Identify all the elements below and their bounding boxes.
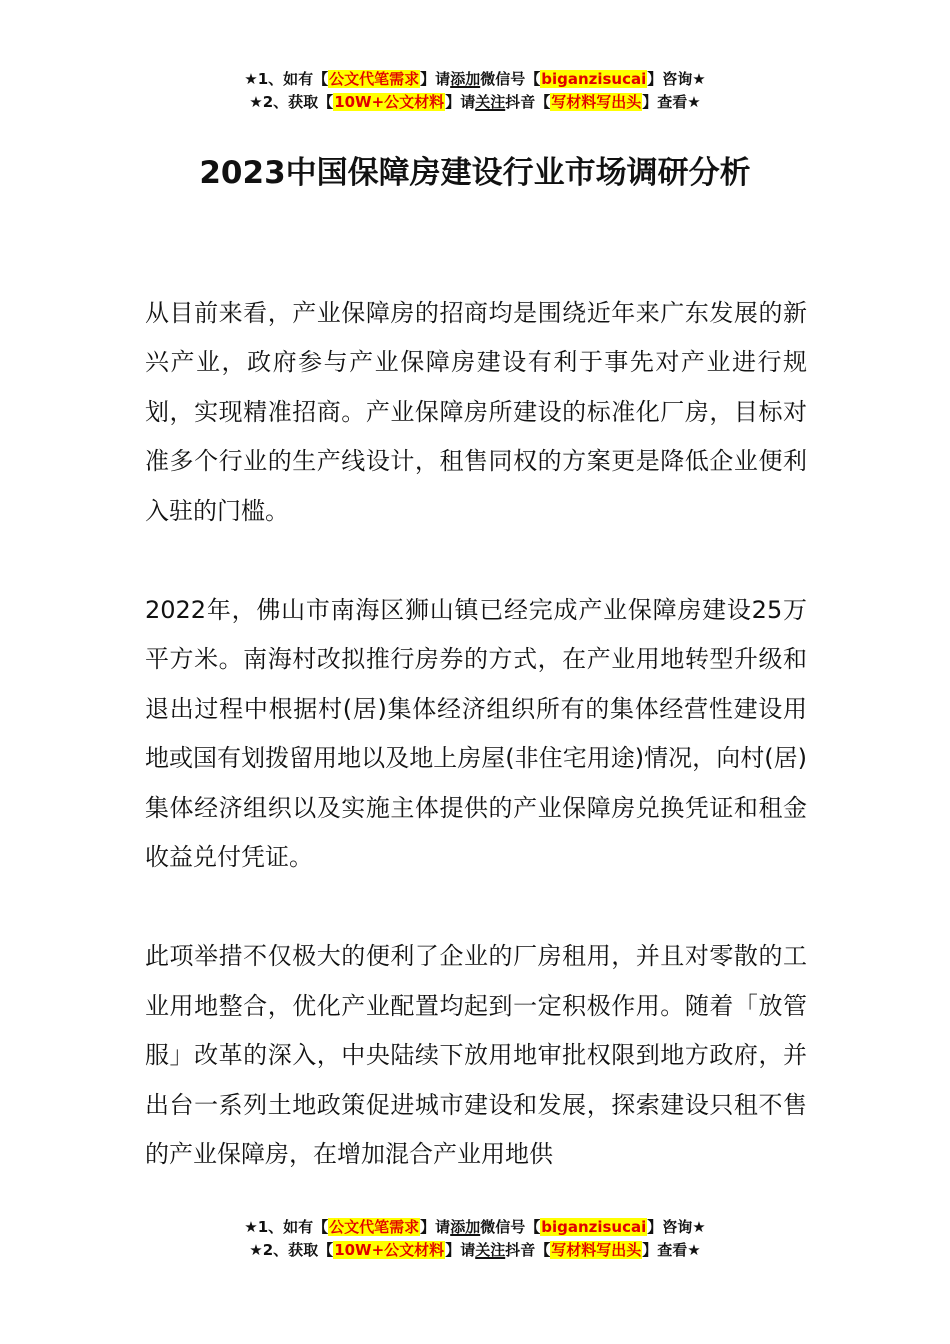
- banner-line-2-highlight-douyin: 写材料写出头: [551, 93, 642, 111]
- footer-line-1-highlight-wechat: biganzisucai: [541, 1218, 647, 1236]
- footer-line-1-mid2: 微信号【: [480, 1218, 541, 1236]
- paragraph-2: 2022年，佛山市南海区狮山镇已经完成产业保障房建设25万平方米。南海村改拟推行房券的方式，在产业用地转型升级和退出过程中根据村(居)集体经济组织所有的集体经营性建设用地或国有划拨留用地以及地上房屋(非住宅用途)情况，向村(居)集体经济组织以及实施主体提供的产业保障房兑换凭证和租金收益兑付凭证。: [145, 596, 807, 872]
- banner-line-1-mid: 】请: [420, 70, 451, 88]
- banner-line-1-highlight-wechat: biganzisucai: [541, 70, 647, 88]
- banner-line-1-mid2: 微信号【: [480, 70, 541, 88]
- footer-line-1-prefix: ★1、如有【: [244, 1218, 329, 1236]
- footer-banner: [0, 1216, 950, 1262]
- paragraph-3: 此项举措不仅极大的便利了企业的厂房租用，并且对零散的工业用地整合，优化产业配置均起到一定积极作用。随着「放管服」改革的深入，中央陆续下放用地审批权限到地方政府，并出台一系列土地政策促进城市建设和发展，探索建设只租不售的产业保障房，在增加混合产业用地供: [145, 942, 807, 1169]
- document-body: [145, 289, 807, 1230]
- banner-line-2-emphasis: 关注: [475, 93, 506, 111]
- footer-line-2-highlight-materials: 10W+公文材料: [334, 1241, 445, 1259]
- footer-banner-line-1: [0, 1216, 950, 1239]
- footer-banner-line-2: [0, 1239, 950, 1262]
- footer-line-2-highlight-douyin: 写材料写出头: [551, 1241, 642, 1259]
- banner-line-1-suffix: 】咨询★: [647, 70, 706, 88]
- banner-line-2-mid: 】请: [445, 93, 476, 111]
- banner-line-2-suffix: 】查看★: [642, 93, 701, 111]
- banner-line-2-prefix: ★2、获取【: [249, 93, 334, 111]
- footer-line-2-emphasis: 关注: [475, 1241, 506, 1259]
- banner-line-2-mid2: 抖音【: [505, 93, 551, 111]
- footer-line-2-prefix: ★2、获取【: [249, 1241, 334, 1259]
- banner-line-1-prefix: ★1、如有【: [244, 70, 329, 88]
- banner-line-1-emphasis: 添加: [450, 70, 481, 88]
- banner-line-2: [0, 91, 950, 114]
- footer-line-1-mid: 】请: [420, 1218, 451, 1236]
- banner-line-1-highlight-service: 公文代笔需求: [329, 70, 420, 88]
- footer-line-2-mid: 】请: [445, 1241, 476, 1259]
- footer-line-1-emphasis: 添加: [450, 1218, 481, 1236]
- header-banner: [0, 68, 950, 114]
- paragraph-1: 从目前来看，产业保障房的招商均是围绕近年来广东发展的新兴产业，政府参与产业保障房建设有利于事先对产业进行规划，实现精准招商。产业保障房所建设的标准化厂房，目标对准多个行业的生产线设计，租售同权的方案更是降低企业便利入驻的门槛。: [145, 299, 807, 525]
- footer-line-2-suffix: 】查看★: [642, 1241, 701, 1259]
- footer-line-1-highlight-service: 公文代笔需求: [329, 1218, 420, 1236]
- footer-line-2-mid2: 抖音【: [505, 1241, 551, 1259]
- document-title: 2023中国保障房建设行业市场调研分析: [199, 155, 751, 191]
- banner-line-1: [0, 68, 950, 91]
- banner-line-2-highlight-materials: 10W+公文材料: [334, 93, 445, 111]
- footer-line-1-suffix: 】咨询★: [647, 1218, 706, 1236]
